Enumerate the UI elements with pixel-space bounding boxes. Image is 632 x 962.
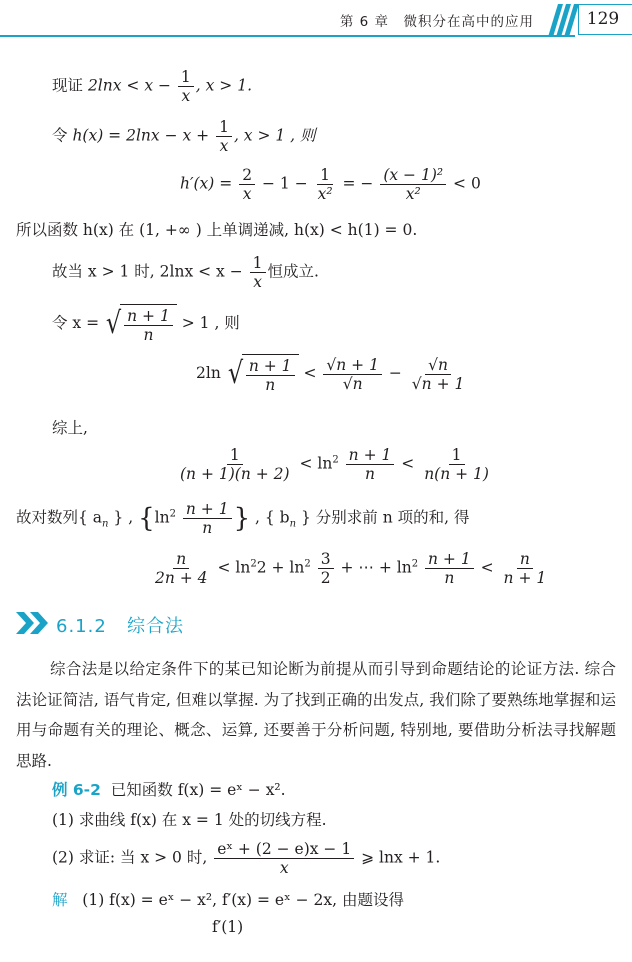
- section-title: 综合法: [126, 616, 184, 637]
- fraction-1-over-x: $\frac{1}{x}$: [178, 68, 194, 105]
- example-part-2: (2) 求证: 当 x > 0 时, $\frac{\text{eˣ + (2 − e)x − 1}}{x}$ ⩾ lnx + 1.: [52, 840, 441, 877]
- example-label: 例 6-2: [52, 781, 101, 799]
- math-line-1: [52, 68, 252, 105]
- page-number: 129: [586, 9, 620, 29]
- math-line-11: $\frac{n}{2n + 4}$ < $\ln^22 + \ln^2$ $\frac{3}{2}$ + ⋯ + $\ln^2$ $\frac{n + 1}{n}$ < $\frac{n}{n + 1}$: [155, 550, 547, 587]
- body-paragraph: 综合法是以给定条件下的某已知论断为前提从而引导到命题结论的论证方法. 综合法论证简洁, 语气肯定, 但难以掌握. 为了找到正确的出发点, 我们除了要熟练地掌握和运用与命题有关的理论、概念、运算, 还要善于分析问题, 特别地, 要借助分析法寻找解题思路.: [16, 660, 616, 770]
- example-part-1: (1) 求曲线 f(x) 在 x = 1 处的切线方程.: [52, 811, 327, 829]
- math-line-6: 令 x = √ $\frac{n + 1}{n}$ > 1 , 则: [52, 306, 240, 344]
- chapter-title: 第 6 章 微积分在高中的应用: [339, 14, 534, 30]
- section-heading: [56, 612, 184, 638]
- math-line-7: 2ln √ $\frac{n + 1}{n}$ < $\frac{√n + 1}{√n}$ − $\frac{√n}{√n + 1}$: [196, 355, 465, 394]
- square-root: √ $\frac{n + 1}{n}$: [104, 304, 177, 344]
- fraction-1-over-x: $\frac{1}{x}$: [216, 118, 232, 155]
- section-number: 6.1.2: [56, 616, 107, 637]
- expr-tail: , x > 1.: [195, 76, 253, 95]
- header-stripes-decoration: [548, 4, 580, 37]
- solution-line: 解 (1) f(x) = eˣ − x², f′(x) = eˣ − 2x, 由题设得: [52, 891, 404, 909]
- math-line-10: 故对数列{ $a_n$ } , {$\ln^2$ $\frac{n + 1}{n}$ } , { $b_n$ } 分别求前 n 项的和, 得: [16, 500, 470, 537]
- header-rule: [0, 35, 575, 37]
- example-statement: 例 6-2 已知函数 f(x) = eˣ − x².: [52, 781, 286, 799]
- math-line-2: 令 h(x) = 2lnx − x + $\frac{1}{x}$ , x > 1 , 则: [52, 118, 316, 155]
- text: 现证: [52, 76, 88, 95]
- expr: 2lnx < x −: [87, 76, 176, 95]
- math-line-3-derivative: h′(x) = $\frac{2}{x}$ − 1 − $\frac{1}{\text{x²}}$ = − $\frac{\text{(x − 1)²}}{\text{x²}}$ < 0: [180, 166, 481, 203]
- section-chevron-icon: [16, 612, 52, 634]
- math-line-9: $\frac{1}{(n + 1)(n + 2)}$ < $\ln^2$ $\frac{n + 1}{n}$ < $\frac{1}{n(n + 1)}$: [180, 446, 489, 483]
- math-line-5: 故当 x > 1 时, 2lnx < x − $\frac{1}{x}$ 恒成立.: [52, 254, 319, 291]
- solution-label: 解: [52, 891, 68, 909]
- math-line-8: 综上,: [52, 419, 88, 437]
- math-line-4: 所以函数 h(x) 在 (1, +∞ ) 上单调递减, h(x) < h(1) = 0.: [16, 221, 418, 239]
- solution-continuation: f′(1): [212, 918, 244, 936]
